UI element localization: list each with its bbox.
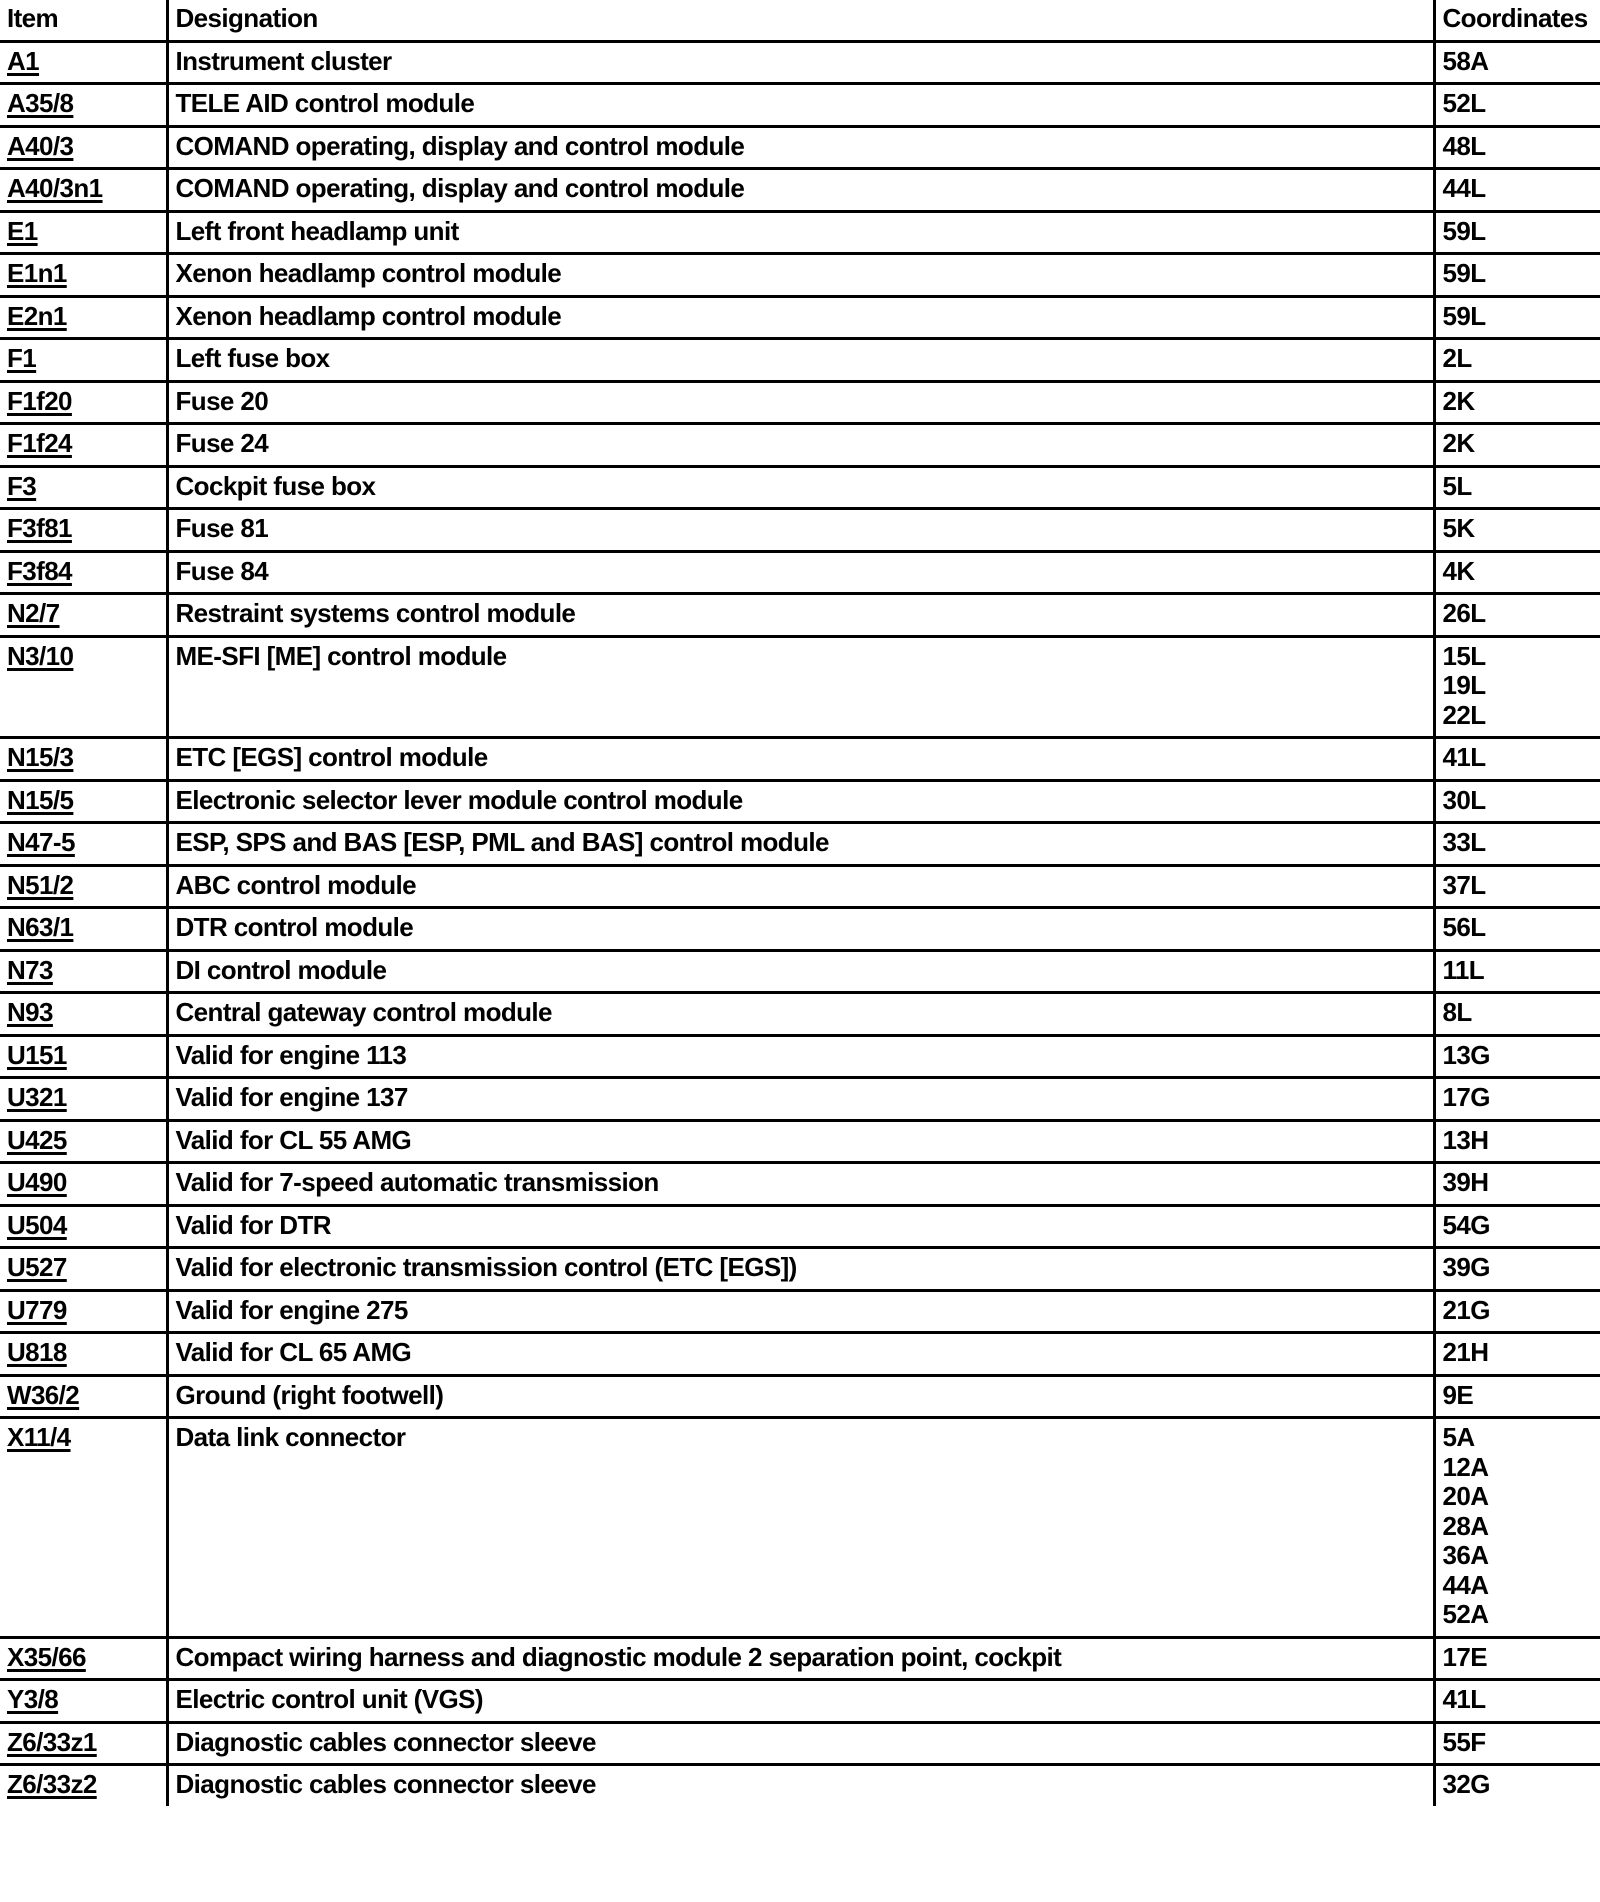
item-cell [0,424,167,467]
coordinate-value: 2K [1442,428,1475,458]
coordinates-cell [1434,950,1600,993]
designation-cell: Compact wiring harness and diagnostic module 2 separation point, cockpit [167,1637,1434,1680]
table-row [0,780,1600,823]
coordinates-cell [1434,823,1600,866]
coordinate-value: 13H [1442,1124,1489,1155]
table-row [0,1637,1600,1680]
coordinates-cell [1434,1205,1600,1248]
coordinate-value: 17G [1442,1082,1490,1112]
coordinates-cell [1434,1375,1600,1418]
coordinate-value: 32G [1442,1769,1490,1799]
coordinate-value: 21H [1442,1337,1489,1367]
item-cell [0,466,167,509]
designation-cell: Fuse 81 [167,509,1434,552]
coordinate-value: 39H [1442,1167,1489,1197]
coordinate-value: 59L [1442,215,1486,246]
item-link[interactable]: X35/66 [7,1641,86,1672]
designation-cell: Data link connector [167,1418,1434,1638]
item-link[interactable]: W36/2 [7,1379,80,1410]
coordinate-value: 12A [1442,1451,1489,1482]
designation-cell: Fuse 20 [167,381,1434,424]
item-cell [0,738,167,781]
coordinate-value: 55F [1442,1726,1486,1757]
designation-cell: Fuse 24 [167,424,1434,467]
item-cell [0,296,167,339]
coordinates-cell [1434,551,1600,594]
table-row [0,1120,1600,1163]
table-row [0,993,1600,1036]
table-row [0,950,1600,993]
coordinates-cell [1434,126,1600,169]
item-cell [0,636,167,738]
coordinates-cell [1434,594,1600,637]
item-link[interactable]: U504 [7,1209,67,1240]
item-cell [0,1765,167,1806]
designation-cell: TELE AID control module [167,84,1434,127]
table-row [0,84,1600,127]
coordinate-value: 19L [1442,670,1486,700]
coordinates-cell [1434,1035,1600,1078]
table-row [0,738,1600,781]
coordinates-cell [1434,908,1600,951]
table-row [0,509,1600,552]
item-link[interactable]: Z6/33z2 [7,1769,97,1799]
coordinate-value: 15L [1442,640,1486,671]
item-link[interactable]: E1n1 [7,258,67,288]
table-row [0,1333,1600,1376]
designation-cell: Ground (right footwell) [167,1375,1434,1418]
coordinate-value: 11L [1442,954,1485,985]
coordinates-cell [1434,1333,1600,1376]
item-cell [0,339,167,382]
table-row [0,296,1600,339]
coordinate-value: 52L [1442,88,1486,118]
coordinate-value: 48L [1442,130,1486,161]
item-cell [0,1637,167,1680]
table-row [0,1722,1600,1765]
item-link[interactable]: U321 [7,1082,67,1112]
item-link[interactable]: N47-5 [7,827,75,857]
item-cell [0,1418,167,1638]
table-row [0,594,1600,637]
designation-cell: ME-SFI [ME] control module [167,636,1434,738]
coordinates-cell [1434,254,1600,297]
coordinates-cell [1434,1078,1600,1121]
coordinate-value: 20A [1442,1481,1489,1511]
item-link[interactable]: F3 [7,470,37,501]
item-cell [0,551,167,594]
item-link[interactable]: N3/10 [7,640,74,671]
designation-cell: ETC [EGS] control module [167,738,1434,781]
item-link[interactable]: A1 [7,45,40,76]
item-cell [0,823,167,866]
table-row [0,126,1600,169]
designation-cell: Left front headlamp unit [167,211,1434,254]
designation-cell: Instrument cluster [167,41,1434,84]
item-cell [0,1120,167,1163]
coordinates-cell [1434,993,1600,1036]
item-cell [0,1680,167,1723]
coordinate-value: 4K [1442,555,1475,586]
coordinates-cell [1434,509,1600,552]
coordinates-cell [1434,1248,1600,1291]
coordinates-cell [1434,84,1600,127]
coordinates-cell [1434,296,1600,339]
table-row [0,1248,1600,1291]
table-row [0,823,1600,866]
coordinate-value: 36A [1442,1540,1489,1570]
coordinates-cell [1434,169,1600,212]
table-row [0,339,1600,382]
item-link[interactable]: F3f84 [7,555,72,586]
coordinates-cell [1434,339,1600,382]
coordinates-cell [1434,1637,1600,1680]
item-link[interactable]: X11/4 [7,1422,71,1452]
coordinate-value: 5A [1442,1422,1475,1452]
item-cell [0,1375,167,1418]
table-row [0,466,1600,509]
item-cell [0,381,167,424]
item-cell [0,993,167,1036]
coordinate-value: 26L [1442,598,1486,628]
item-cell [0,211,167,254]
designation-cell: Cockpit fuse box [167,466,1434,509]
item-cell [0,126,167,169]
item-cell [0,1163,167,1206]
item-cell [0,41,167,84]
designation-cell: Valid for engine 137 [167,1078,1434,1121]
coordinate-value: 21G [1442,1294,1490,1325]
designation-cell: Fuse 84 [167,551,1434,594]
item-link[interactable]: N2/7 [7,598,60,628]
coordinate-value: 30L [1442,784,1486,815]
coordinates-cell [1434,466,1600,509]
coordinate-value: 8L [1442,997,1472,1027]
coordinate-value: 54G [1442,1209,1490,1240]
item-cell [0,865,167,908]
table-row [0,1680,1600,1723]
designation-cell: COMAND operating, display and control module [167,126,1434,169]
table-body [0,41,1600,1806]
coordinate-value: 2L [1442,343,1472,373]
item-cell [0,1205,167,1248]
table-row [0,254,1600,297]
item-cell [0,254,167,297]
coordinates-cell [1434,381,1600,424]
coordinate-value: 17E [1442,1641,1487,1672]
item-link[interactable]: U425 [7,1124,67,1155]
item-link[interactable]: A40/3n1 [7,173,103,203]
item-link[interactable]: E2n1 [7,300,67,331]
item-link[interactable]: N63/1 [7,912,74,942]
item-cell [0,594,167,637]
item-link[interactable]: F1f24 [7,428,72,458]
designation-cell: Valid for CL 65 AMG [167,1333,1434,1376]
designation-cell: Central gateway control module [167,993,1434,1036]
designation-cell: Diagnostic cables connector sleeve [167,1722,1434,1765]
item-cell [0,780,167,823]
item-cell [0,1333,167,1376]
coordinate-value: 59L [1442,258,1486,288]
designation-cell: COMAND operating, display and control module [167,169,1434,212]
item-cell [0,1722,167,1765]
table-row [0,908,1600,951]
table-row [0,1290,1600,1333]
designation-cell: DTR control module [167,908,1434,951]
table-row [0,424,1600,467]
coordinate-value: 37L [1442,869,1486,900]
item-link[interactable]: N73 [7,954,53,985]
coordinates-cell [1434,865,1600,908]
designation-cell: Valid for engine 113 [167,1035,1434,1078]
item-cell [0,1248,167,1291]
coordinate-value: 22L [1442,699,1486,730]
table-row [0,211,1600,254]
designation-cell: Electric control unit (VGS) [167,1680,1434,1723]
designation-cell: ABC control module [167,865,1434,908]
item-cell [0,908,167,951]
table-row [0,1418,1600,1638]
coordinates-cell [1434,1418,1600,1638]
table-row [0,169,1600,212]
coordinates-cell [1434,1765,1600,1806]
table-row [0,1163,1600,1206]
coordinates-cell [1434,1722,1600,1765]
item-cell [0,1078,167,1121]
table-row [0,41,1600,84]
item-link[interactable]: N51/2 [7,869,74,900]
designation-cell: Electronic selector lever module control module [167,780,1434,823]
designation-cell: Valid for 7-speed automatic transmission [167,1163,1434,1206]
item-link[interactable]: U527 [7,1252,67,1282]
coordinates-cell [1434,41,1600,84]
item-link[interactable]: N15/3 [7,742,74,772]
coordinate-value: 28A [1442,1510,1489,1541]
item-link[interactable]: N15/5 [7,784,74,815]
designation-cell: Restraint systems control module [167,594,1434,637]
coordinates-cell [1434,636,1600,738]
table-row [0,1035,1600,1078]
coordinates-cell [1434,424,1600,467]
coordinates-cell [1434,1163,1600,1206]
coordinates-cell [1434,1680,1600,1723]
designation-cell: Valid for DTR [167,1205,1434,1248]
item-link[interactable]: U779 [7,1294,67,1325]
item-cell [0,84,167,127]
item-cell [0,169,167,212]
item-link[interactable]: U490 [7,1167,67,1197]
coordinate-value: 59L [1442,300,1486,331]
table-row [0,551,1600,594]
item-link[interactable]: U151 [7,1039,67,1070]
item-link[interactable]: E1 [7,215,38,246]
item-link[interactable]: A40/3 [7,130,74,161]
item-link[interactable]: U818 [7,1337,67,1367]
coordinates-cell [1434,738,1600,781]
column-header-coordinates: Coordinates [1434,0,1600,41]
item-link[interactable]: F1f20 [7,385,72,416]
coordinate-value: 5L [1442,470,1472,501]
designation-cell: Xenon headlamp control module [167,254,1434,297]
column-header-designation: Designation [167,0,1434,41]
item-cell [0,509,167,552]
column-header-item: Item [0,0,167,41]
designation-cell: Valid for engine 275 [167,1290,1434,1333]
header-row [0,0,1600,41]
item-cell [0,1035,167,1078]
coordinate-value: 33L [1442,827,1486,857]
item-link[interactable]: A35/8 [7,88,74,118]
item-link[interactable]: F1 [7,343,37,373]
coordinate-value: 44A [1442,1569,1489,1600]
designation-cell: Xenon headlamp control module [167,296,1434,339]
coordinate-value: 9E [1442,1379,1474,1410]
designation-cell: Valid for electronic transmission control (ETC [EGS]) [167,1248,1434,1291]
coordinate-value: 52A [1442,1599,1489,1629]
coordinate-value: 5K [1442,513,1475,543]
item-link[interactable]: Y3/8 [7,1684,59,1714]
designation-cell: Valid for CL 55 AMG [167,1120,1434,1163]
coordinate-value: 2K [1442,385,1475,416]
item-cell [0,1290,167,1333]
table-row [0,1765,1600,1806]
table-row [0,381,1600,424]
designation-cell: Left fuse box [167,339,1434,382]
item-link[interactable]: N93 [7,997,53,1027]
designation-cell: Diagnostic cables connector sleeve [167,1765,1434,1806]
coordinates-cell [1434,1290,1600,1333]
coordinate-value: 41L [1442,742,1486,772]
coordinates-cell [1434,780,1600,823]
coordinate-value: 13G [1442,1039,1490,1070]
coordinate-value: 44L [1442,173,1486,203]
coordinates-cell [1434,211,1600,254]
coordinate-value: 56L [1442,912,1486,942]
table-row [0,1078,1600,1121]
table-row [0,865,1600,908]
coordinates-cell [1434,1120,1600,1163]
item-link[interactable]: Z6/33z1 [7,1726,97,1757]
designation-cell: DI control module [167,950,1434,993]
table-row [0,1375,1600,1418]
coordinate-value: 39G [1442,1252,1490,1282]
coordinate-value: 58A [1442,45,1489,76]
table-row [0,1205,1600,1248]
item-cell [0,950,167,993]
coordinate-value: 41L [1442,1684,1486,1714]
item-link[interactable]: F3f81 [7,513,72,543]
table-row [0,636,1600,738]
designation-cell: ESP, SPS and BAS [ESP, PML and BAS] control module [167,823,1434,866]
